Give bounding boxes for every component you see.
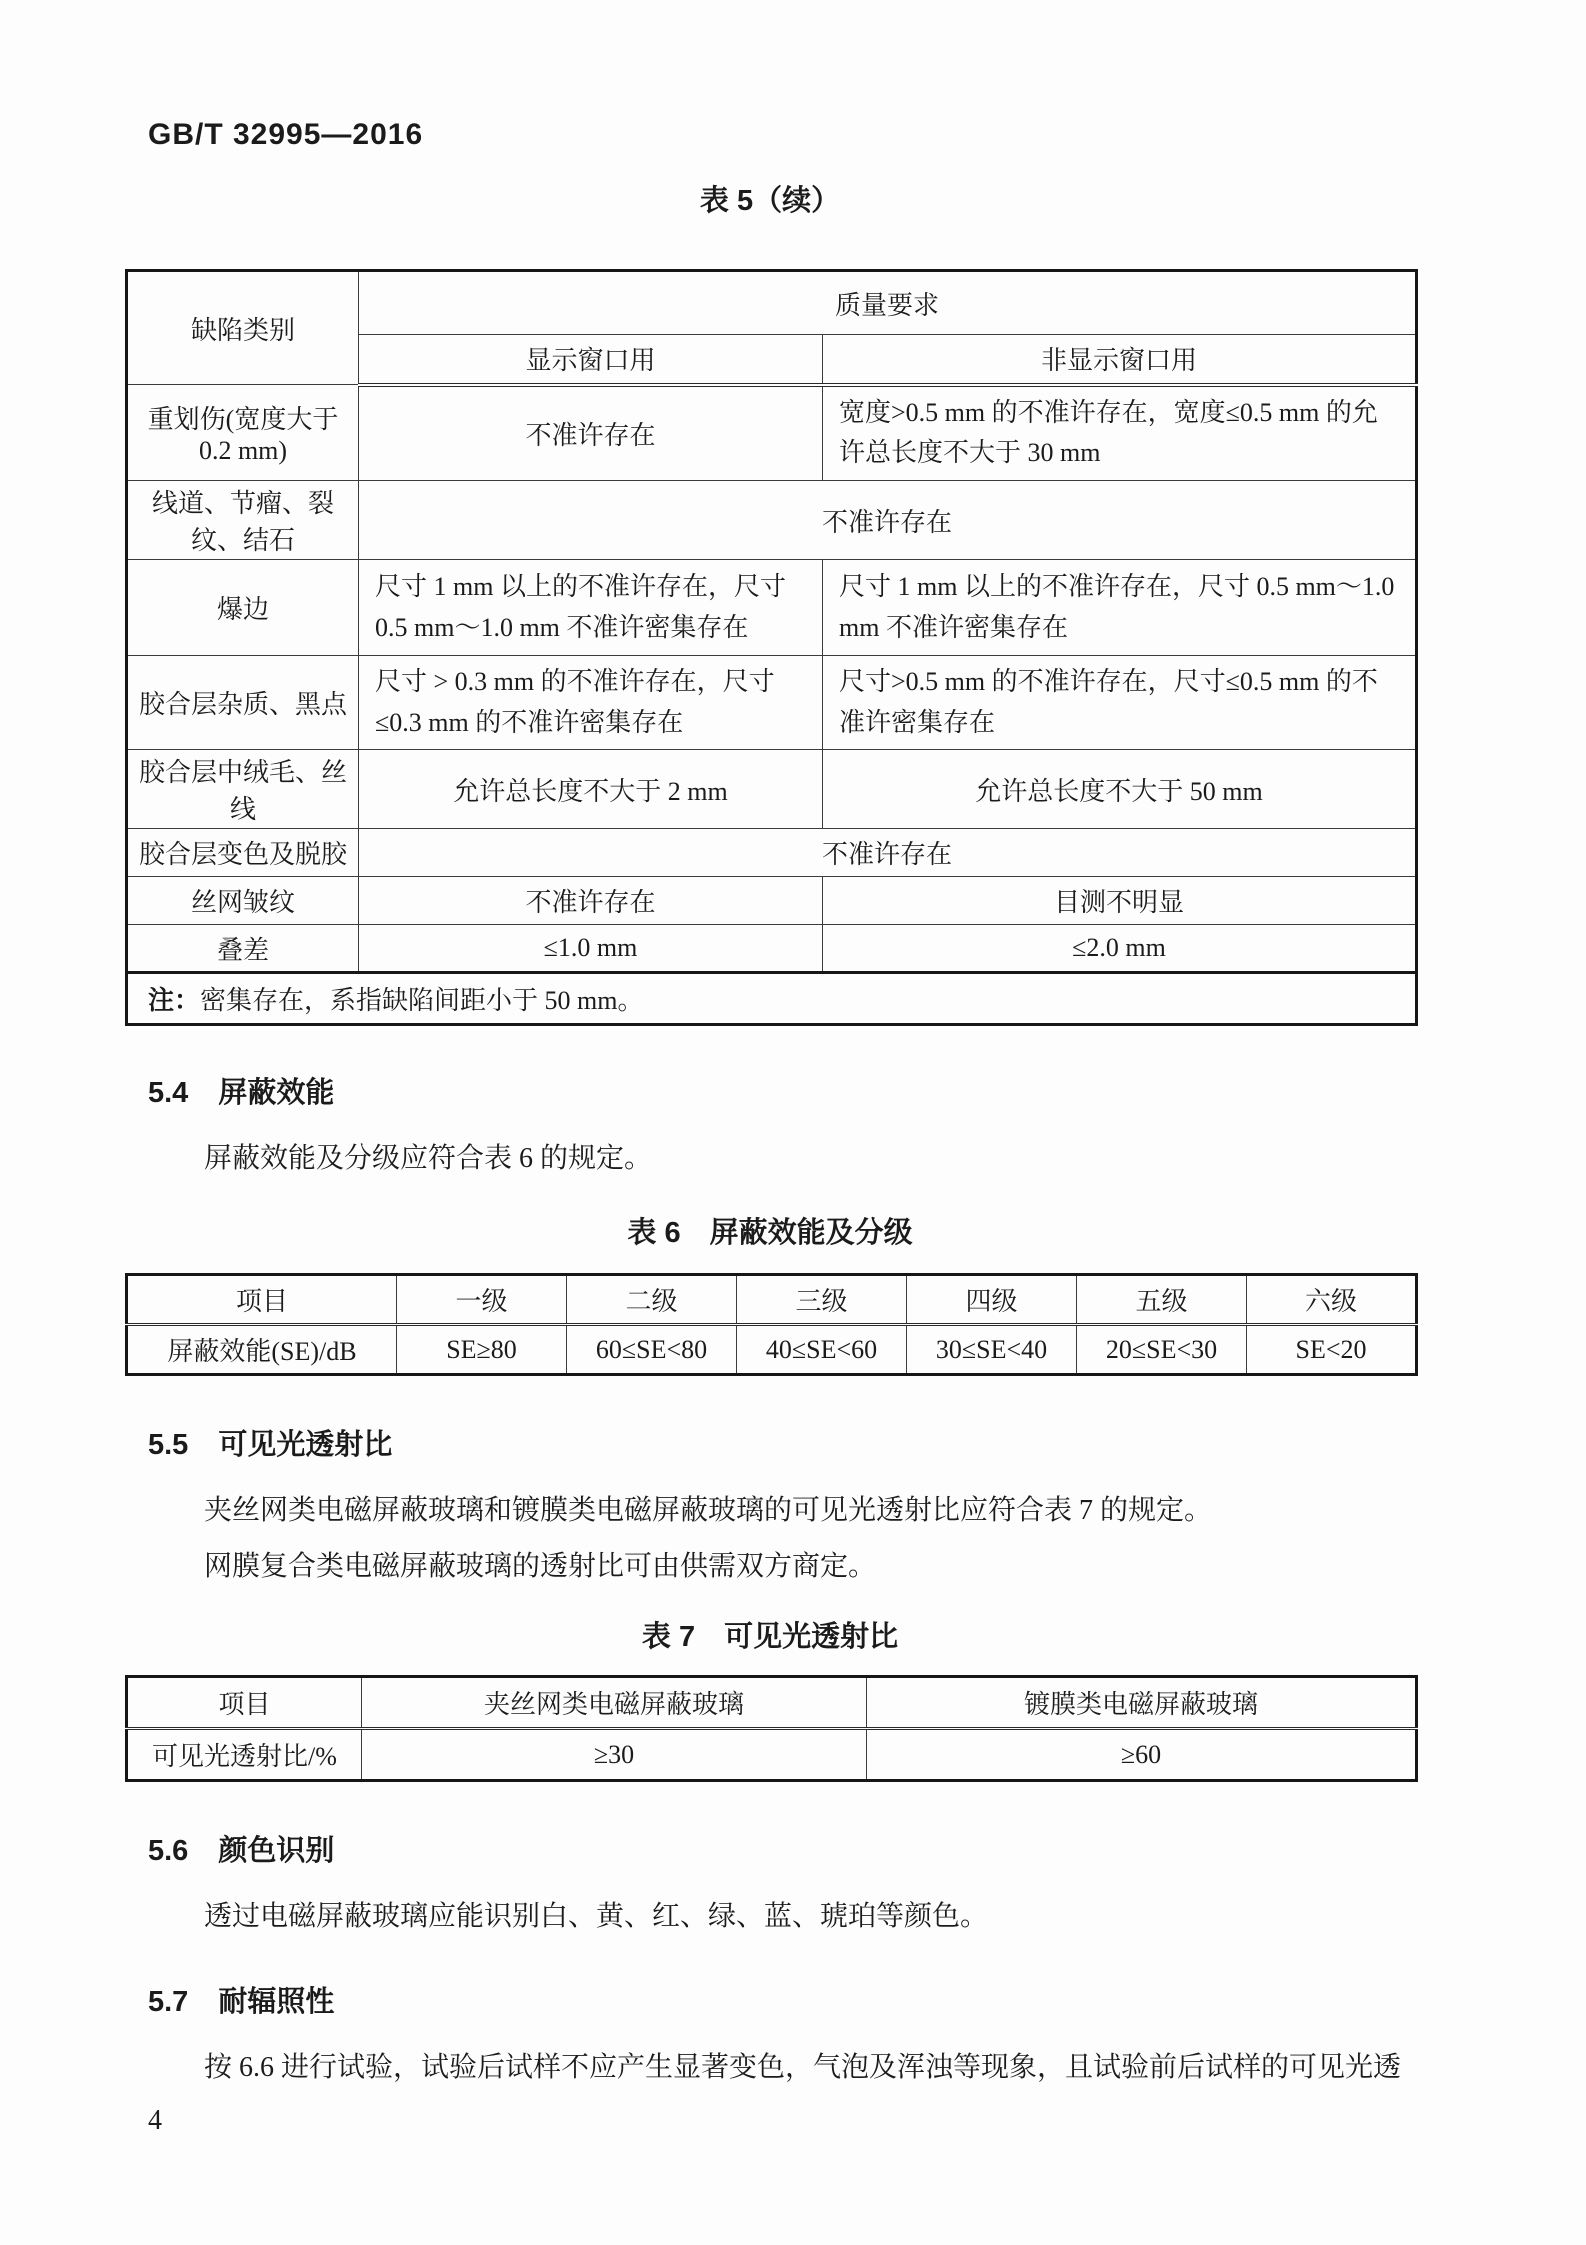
section-title: 颜色识别 [218, 1835, 335, 1868]
defect-cell: 爆边 [127, 560, 359, 656]
table5-title: 表 5（续） [699, 185, 841, 217]
merged-value-cell: 不准许存在 [359, 829, 1417, 877]
section-5-5-paragraph-1: 夹丝网类电磁屏蔽玻璃和镀膜类电磁屏蔽玻璃的可见光透射比应符合表 7 的规定。 [204, 1495, 1213, 1527]
section-number: 5.5 [148, 1429, 189, 1462]
table6-header-row [127, 1275, 1417, 1325]
section-title: 屏蔽效能 [218, 1077, 335, 1109]
display-cell: 不准许存在 [359, 877, 823, 925]
header-cell: 项目 [127, 1677, 362, 1729]
note-label: 注： [148, 985, 201, 1015]
section-5-5-heading [148, 1422, 1415, 1463]
note-text: 密集存在，系指缺陷间距小于 50 mm。 [200, 986, 644, 1015]
section-5-4-paragraph: 屏蔽效能及分级应符合表 6 的规定。 [204, 1143, 653, 1174]
table5-header-quality: 质量要求 [359, 271, 1417, 335]
non-display-cell: 允许总长度不大于 50 mm [823, 750, 1417, 829]
section-title: 耐辐照性 [218, 1985, 335, 2018]
value-cell: ≥30 [362, 1729, 867, 1781]
section-5-5-paragraph-2: 网膜复合类电磁屏蔽玻璃的透射比可由供需双方商定。 [204, 1550, 877, 1582]
table5 [125, 269, 1418, 1026]
value-cell: SE<20 [1247, 1325, 1417, 1375]
section-number: 5.4 [148, 1077, 189, 1109]
table-row [127, 1325, 1417, 1375]
display-cell: 不准许存在 [359, 385, 823, 481]
header-cell: 项目 [127, 1275, 397, 1325]
non-display-cell: ≤2.0 mm [823, 925, 1417, 973]
table-row [127, 925, 1417, 973]
header-cell: 三级 [737, 1275, 907, 1325]
defect-cell: 胶合层中绒毛、丝线 [127, 750, 359, 829]
table-row [127, 385, 1417, 481]
table7-title: 表 7 可见光透射比 [641, 1621, 899, 1654]
value-cell: 30≤SE<40 [907, 1325, 1077, 1375]
display-cell: ≤1.0 mm [359, 925, 823, 973]
section-5-7-paragraph: 按 6.6 进行试验，试验后试样不应产生显著变色，气泡及浑浊等现象，且试验前后试样的可见光透 [204, 2051, 1402, 2083]
section-number: 5.7 [148, 1985, 189, 2018]
header-cell: 二级 [567, 1275, 737, 1325]
item-cell: 可见光透射比/% [127, 1729, 362, 1781]
table7 [125, 1675, 1418, 1782]
table-row [127, 560, 1417, 656]
header-cell: 五级 [1077, 1275, 1247, 1325]
table-row [127, 1729, 1417, 1781]
merged-value-cell: 不准许存在 [359, 481, 1417, 560]
header-cell: 镀膜类电磁屏蔽玻璃 [867, 1677, 1417, 1729]
non-display-cell: 宽度>0.5 mm 的不准许存在，宽度≤0.5 mm 的允许总长度不大于 30 mm [823, 385, 1417, 481]
section-5-6-paragraph: 透过电磁屏蔽玻璃应能识别白、黄、红、绿、蓝、琥珀等颜色。 [204, 1901, 989, 1933]
value-cell: ≥60 [867, 1729, 1417, 1781]
table-row [127, 877, 1417, 925]
table6 [125, 1273, 1418, 1376]
defect-cell: 胶合层杂质、黑点 [127, 656, 359, 750]
standard-number: GB/T 32995—2016 [148, 118, 424, 151]
display-cell: 允许总长度不大于 2 mm [359, 750, 823, 829]
non-display-cell: 尺寸>0.5 mm 的不准许存在，尺寸≤0.5 mm 的不准许密集存在 [823, 656, 1417, 750]
defect-cell: 胶合层变色及脱胶 [127, 829, 359, 877]
value-cell: 40≤SE<60 [737, 1325, 907, 1375]
section-title: 可见光透射比 [218, 1429, 393, 1462]
table5-header-display: 显示窗口用 [359, 335, 823, 385]
header-cell: 夹丝网类电磁屏蔽玻璃 [362, 1677, 867, 1729]
section-5-7-heading [148, 1979, 1415, 2020]
defect-cell: 重划伤(宽度大于 0.2 mm) [127, 385, 359, 481]
defect-cell: 丝网皱纹 [127, 877, 359, 925]
defect-cell: 线道、节瘤、裂纹、结石 [127, 481, 359, 560]
table5-header-non-display: 非显示窗口用 [823, 335, 1417, 385]
display-cell: 尺寸 > 0.3 mm 的不准许存在，尺寸 ≤0.3 mm 的不准许密集存在 [359, 656, 823, 750]
value-cell: 60≤SE<80 [567, 1325, 737, 1375]
header-cell: 一级 [397, 1275, 567, 1325]
section-5-4-heading [148, 1070, 1415, 1111]
table5-header-defect: 缺陷类别 [127, 271, 359, 385]
section-number: 5.6 [148, 1835, 189, 1868]
table-row [127, 481, 1417, 560]
table5-note [127, 973, 1417, 1025]
table5-header-row [127, 271, 1417, 335]
table-row [127, 656, 1417, 750]
item-cell: 屏蔽效能(SE)/dB [127, 1325, 397, 1375]
table7-header-row [127, 1677, 1417, 1729]
page-number: 4 [148, 2104, 162, 2136]
value-cell: SE≥80 [397, 1325, 567, 1375]
display-cell: 尺寸 1 mm 以上的不准许存在，尺寸 0.5 mm～1.0 mm 不准许密集存在 [359, 560, 823, 656]
header-cell: 四级 [907, 1275, 1077, 1325]
table6-title: 表 6 屏蔽效能及分级 [627, 1217, 913, 1250]
table5-note-row [127, 973, 1417, 1025]
section-5-6-heading [148, 1828, 1415, 1869]
value-cell: 20≤SE<30 [1077, 1325, 1247, 1375]
table-row [127, 829, 1417, 877]
defect-cell: 叠差 [127, 925, 359, 973]
non-display-cell: 尺寸 1 mm 以上的不准许存在，尺寸 0.5 mm～1.0 mm 不准许密集存在 [823, 560, 1417, 656]
header-cell: 六级 [1247, 1275, 1417, 1325]
table-row [127, 750, 1417, 829]
non-display-cell: 目测不明显 [823, 877, 1417, 925]
